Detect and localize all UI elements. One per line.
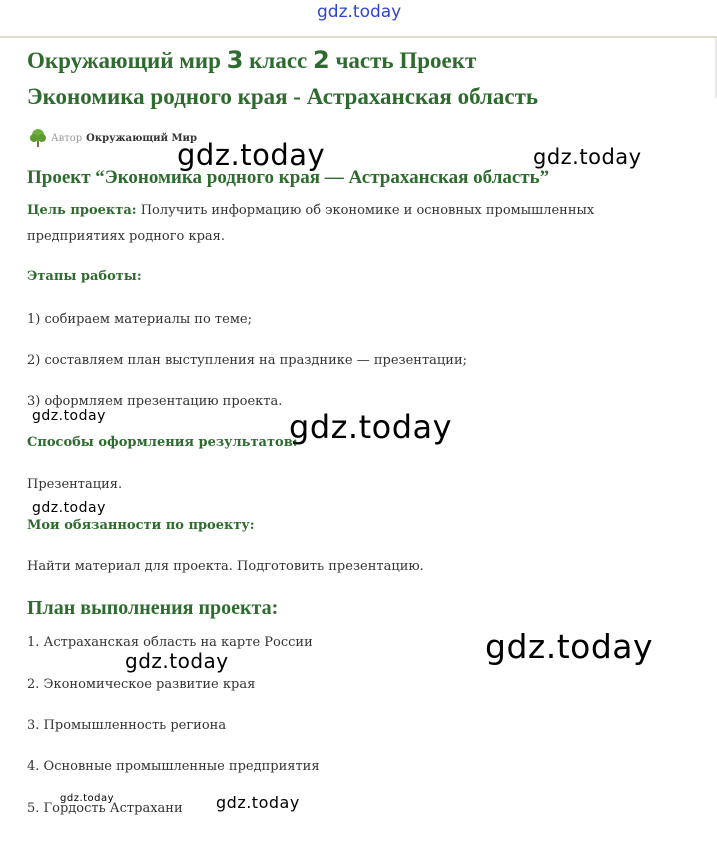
- stages-label: Этапы работы:: [27, 269, 142, 284]
- title-line-2: Экономика родного края - Астраханская область: [27, 84, 539, 109]
- author-line: [28, 127, 197, 149]
- watermark: gdz.today: [125, 649, 229, 673]
- stage-item: 1) собираем материалы по теме;: [27, 312, 252, 327]
- title-grade-number: 3: [226, 46, 244, 74]
- title-text-3: часть Проект: [329, 48, 477, 73]
- author-prefix: Автор: [51, 132, 83, 144]
- tree-icon: [28, 128, 48, 148]
- watermark: gdz.today: [177, 138, 326, 172]
- plan-item: 3. Промышленность региона: [27, 718, 227, 733]
- watermark: gdz.today: [32, 500, 106, 516]
- results-text: Презентация.: [27, 477, 123, 492]
- plan-item: 2. Экономическое развитие края: [27, 677, 256, 692]
- watermark: gdz.today: [32, 408, 106, 424]
- title-text-1: Окружающий мир: [27, 48, 227, 73]
- article-title: [27, 42, 697, 115]
- plan-item: 4. Основные промышленные предприятия: [27, 759, 320, 774]
- plan-heading: План выполнения проекта:: [27, 597, 279, 619]
- stage-item: 2) составляем план выступления на празднике — презентации;: [27, 353, 467, 368]
- plan-item: 1. Астраханская область на карте России: [27, 635, 313, 650]
- watermark: gdz.today: [533, 145, 642, 169]
- duties-text: Найти материал для проекта. Подготовить презентацию.: [27, 559, 424, 574]
- goal-text-line2: предприятиях родного края.: [27, 229, 226, 244]
- watermark: gdz.today: [289, 408, 453, 446]
- title-part-number: 2: [313, 46, 330, 74]
- project-heading: Проект “Экономика родного края — Астраханская область”: [27, 167, 550, 188]
- results-label: Способы оформления результатов:: [27, 435, 298, 450]
- author-link[interactable]: Окружающий Мир: [86, 132, 197, 144]
- watermark: gdz.today: [216, 793, 300, 812]
- goal-label: Цель проекта:: [27, 203, 137, 218]
- stage-item: 3) оформляем презентацию проекта.: [27, 394, 283, 409]
- goal-paragraph: [27, 198, 594, 250]
- duties-label: Мои обязанности по проекту:: [27, 518, 255, 533]
- watermark-top: gdz.today: [317, 2, 402, 22]
- title-text-2: класс: [243, 48, 313, 73]
- watermark: gdz.today: [485, 627, 654, 666]
- watermark: gdz.today: [60, 793, 115, 804]
- goal-text-line1: Получить информацию об экономике и основных промышленных: [136, 203, 595, 218]
- plan-item: 5. Гордость Астрахани: [27, 801, 183, 816]
